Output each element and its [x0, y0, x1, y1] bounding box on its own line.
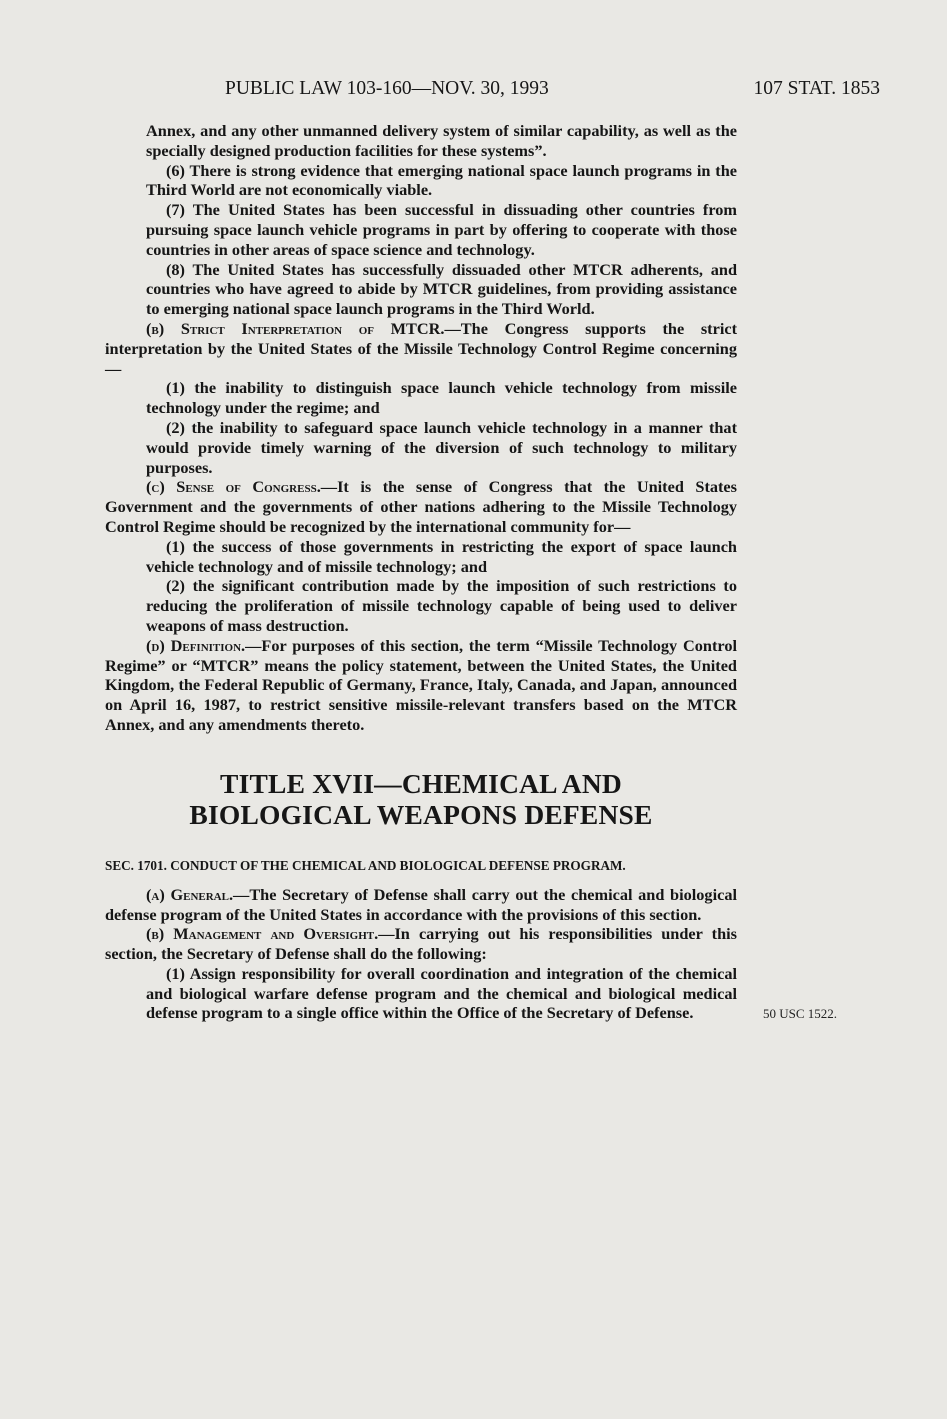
section-b-heading: (b) Management and Oversight. [146, 924, 379, 944]
subsection-d-heading: (d) Definition. [146, 635, 246, 655]
page-header [105, 78, 880, 102]
section-b-text: —In carrying out his responsibilities under this section, the Secretary of Defense shall do the following: [105, 924, 738, 964]
paragraph-7: (7) The United States has been successful in dissuading other countries from pursuing space launch vehicle programs in part by offering to cooperate with those countries in other areas of space science and technology. [146, 200, 737, 259]
subsection-c-2: (2) the significant contribution made by the imposition of such restrictions to reducing the proliferation of missile technology capable of being used to deliver weapons of mass destruction. [146, 576, 737, 635]
header-stat-citation: 107 STAT. 1853 [753, 78, 880, 99]
subsection-b-heading: (b) Strict Interpretation of MTCR. [146, 318, 445, 338]
section-b-1: (1) Assign responsibility for overall coordination and integration of the chemical and biological warfare defense program and the chemical and biological medical defense program to a single office within the Office of the Secretary of Defense. [146, 963, 737, 1023]
title-line-2: BIOLOGICAL WEAPONS DEFENSE [189, 798, 653, 830]
section-a [105, 885, 737, 925]
subsection-c-heading: (c) Sense of Congress. [146, 477, 321, 497]
subsection-c-1: (1) the success of those governments in restricting the export of space launch vehicle technology and of missile technology; and [146, 536, 737, 576]
subsection-d [105, 636, 737, 735]
body-text [105, 121, 737, 1023]
subsection-b-2: (2) the inability to safeguard space launch vehicle technology in a manner that would provide timely warning of the diversion of such technology to military purposes. [146, 417, 737, 477]
subsection-b [105, 319, 737, 378]
subsection-b-1: (1) the inability to distinguish space launch vehicle technology from missile technology under the regime; and [146, 378, 737, 418]
subsection-b-text: —The Congress supports the strict interpretation by the United States of the Missile Technology Control Regime concerning— [105, 318, 737, 378]
subsection-d-text: —For purposes of this section, the term “Missile Technology Control Regime” or “MTCR” means the policy statement, between the United States, the United Kingdom, the Federal Republic of Germany, France, Italy, Canada, and Japan, announced on April 16, 1987, to restrict sensitive missile-relevant transfers based on the MTCR Annex, and any amendments thereto. [105, 635, 737, 734]
section-a-heading: (a) General. [146, 884, 234, 904]
margin-note-usc: 50 USC 1522. [763, 1006, 838, 1021]
paragraph-8: (8) The United States has successfully dissuaded other MTCR adherents, and countries who have agreed to abide by MTCR guidelines, from providing assistance to emerging national space launch programs in the Third World. [146, 259, 737, 319]
section-a-text: —The Secretary of Defense shall carry out the chemical and biological defense program of the United States in accordance with the provisions of this section. [105, 884, 737, 924]
paragraph-6: (6) There is strong evidence that emerging national space launch programs in the Third World are not economically viable. [146, 160, 737, 200]
title-heading [105, 768, 737, 830]
subsection-c-text: —It is the sense of Congress that the United States Government and the governments of other nations adhering to the Missile Technology Control Regime should be recognized by the international community for— [105, 477, 737, 536]
paragraph-continuation: Annex, and any other unmanned delivery system of similar capability, as well as the specially designed production facilities for these systems”. [146, 121, 737, 160]
section-b [105, 924, 737, 964]
header-title: PUBLIC LAW 103-160—NOV. 30, 1993 [225, 78, 549, 99]
section-heading: SEC. 1701. CONDUCT OF THE CHEMICAL AND BIOLOGICAL DEFENSE PROGRAM. [105, 857, 626, 873]
subsection-c [105, 477, 737, 536]
title-line-1: TITLE XVII—CHEMICAL AND [220, 767, 622, 799]
